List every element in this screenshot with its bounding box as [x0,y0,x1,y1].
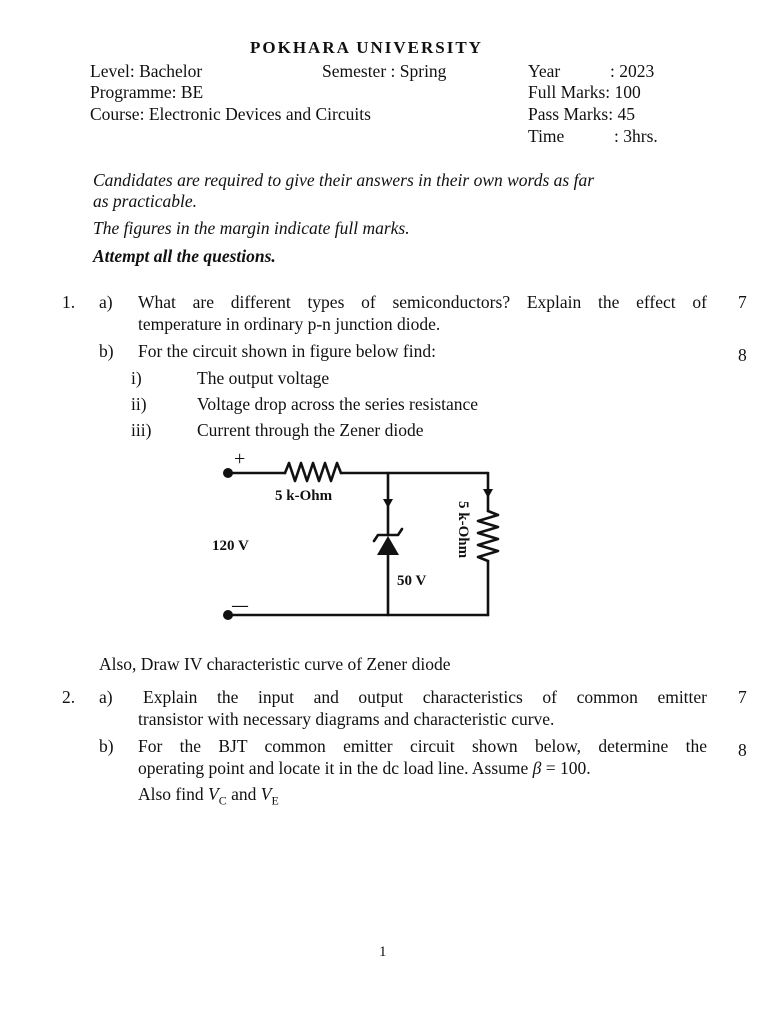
plus-sign: + [234,448,246,470]
series-resistor-label: 5 k-Ohm [275,488,333,504]
q1b-sub-1-text: The output voltage [197,368,330,388]
page-number: 1 [379,944,387,960]
q1-also-text: Also, Draw IV characteristic curve of Zener diode [99,654,451,674]
pass-marks-text: Pass Marks: 45 [528,104,635,124]
minus-sign: — [232,597,248,614]
q1b-sub-2-label: ii) [131,394,147,414]
year-value: : 2023 [610,61,655,81]
load-resistor-label: 5 k-Ohm [455,501,471,559]
instruction-line-2: as practicable. [93,191,198,211]
source-voltage-label: 120 V [212,538,249,554]
level-text: Level: Bachelor [90,61,203,81]
course-text: Course: Electronic Devices and Circuits [90,104,371,124]
year-label: Year [528,61,561,81]
instruction-line-1: Candidates are required to give their answers in their own words as far [93,170,595,190]
q2b-text-line-3: Also find $V_C$ and $V_E$ [138,784,279,808]
current-arrow-load-icon [483,489,493,498]
q1b-label: b) [99,341,114,361]
q2-number: 2. [62,687,76,707]
ve-symbol: V [260,784,272,804]
q2a-label: a) [99,687,113,707]
q2a-text-line-2: transistor with necessary diagrams and characteristic curve. [138,709,555,729]
instruction-line-4: Attempt all the questions. [93,246,276,266]
q2b-label: b) [99,736,114,756]
semester-text: Semester : Spring [322,61,447,81]
zener-diode-icon [377,536,399,555]
q1b-text: For the circuit shown in figure below find: [138,341,436,361]
instruction-line-3: The figures in the margin indicate full marks. [93,218,410,238]
zener-voltage-label: 50 V [397,573,427,589]
vc-subscript: C [218,793,227,808]
q1b-marks: 8 [738,345,747,365]
q1a-text-line-1: What are different types of semiconductors? Explain the effect of [138,292,707,312]
q1a-text-line-2: temperature in ordinary p-n junction diode. [138,314,441,334]
q1a-label: a) [99,292,113,312]
q1a-marks: 7 [738,292,747,312]
time-value: : 3hrs. [614,126,658,146]
q2a-marks: 7 [738,687,747,707]
zener-circuit-diagram [200,445,530,635]
beta-symbol: β [532,758,542,778]
full-marks-text: Full Marks: 100 [528,82,641,102]
q1b-sub-3-label: iii) [131,420,152,440]
positive-terminal-icon [223,468,233,478]
q1-number: 1. [62,292,76,312]
ve-subscript: E [271,793,279,808]
q1b-sub-1-label: i) [131,368,142,388]
programme-text: Programme: BE [90,82,204,102]
time-label: Time [528,126,565,146]
q2b-text-line-1: For the BJT common emitter circuit shown below, determine the [138,736,707,756]
university-title: POKHARA UNIVERSITY [250,38,483,57]
q2b-text-line-2: operating point and locate it in the dc load line. Assume β = 100. [138,758,591,778]
current-arrow-zener-icon [383,499,393,508]
vc-symbol: V [208,784,219,804]
q2a-text-line-1: Explain the input and output characteristics of common emitter [143,687,707,707]
q1b-sub-3-text: Current through the Zener diode [197,420,424,440]
q2b-marks: 8 [738,740,747,760]
q1b-sub-2-text: Voltage drop across the series resistance [197,394,479,414]
